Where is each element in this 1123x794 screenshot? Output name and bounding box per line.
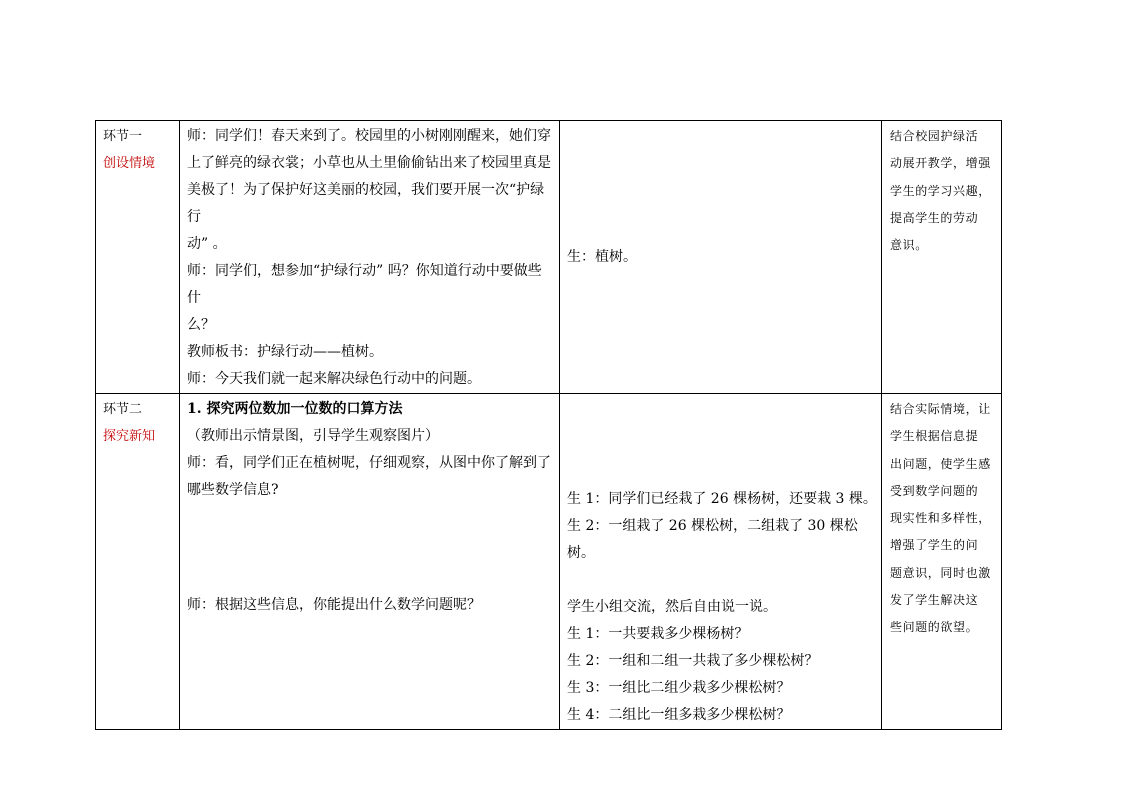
- student-line: 学生小组交流，然后自由说一说。: [567, 599, 777, 615]
- stage-number: 环节二: [103, 402, 143, 417]
- lesson-plan-table: [95, 120, 1002, 730]
- student-line: 生 1：一共要栽多少棵杨树？: [567, 626, 749, 642]
- note-line: 现实性和多样性，: [890, 511, 991, 526]
- section-row-2: [96, 394, 1002, 730]
- note-line: 学生的学习兴趣，: [890, 183, 991, 198]
- teacher-line: 师：同学们！春天来到了。校园里的小树刚刚醒来，她们穿: [187, 128, 551, 144]
- note-line: 受到数学问题的: [890, 483, 979, 498]
- note-line: 些问题的欲望。: [890, 620, 979, 635]
- teacher-line: 哪些数学信息?: [187, 482, 279, 498]
- note-line: 学生根据信息提: [890, 429, 979, 444]
- note-line: 意识。: [890, 238, 928, 253]
- note-line: 增强了学生的问: [890, 538, 979, 553]
- teacher-line: 师：今天我们就一起来解决绿色行动中的问题。: [187, 371, 481, 387]
- student-activity-cell: [560, 394, 882, 730]
- note-line: 结合实际情境，让: [890, 402, 991, 416]
- design-intent-cell: [882, 121, 1002, 394]
- student-line: 生 2：一组和二组一共栽了多少棵松树？: [567, 653, 819, 669]
- teacher-line: 动” 。: [187, 236, 227, 252]
- note-line: 提高学生的劳动: [890, 210, 979, 225]
- student-line: 生 2：一组栽了 26 棵松树，二组栽了 30 棵松树。: [567, 518, 858, 561]
- stage-cell: [96, 394, 180, 730]
- teacher-line: 师：看，同学们正在植树呢，仔细观察，从图中你了解到了: [187, 455, 551, 471]
- section-row-1: [96, 121, 1002, 394]
- teacher-line: 美极了！为了保护好这美丽的校园，我们要开展一次“护绿行: [187, 182, 545, 225]
- student-line: 生 3：一组比二组少栽多少棵松树？: [567, 680, 791, 696]
- teacher-line: 教师板书：护绿行动——植树。: [187, 344, 383, 360]
- teacher-activity-cell: [180, 121, 560, 394]
- student-line: 生 4：二组比一组多栽多少棵松树？: [567, 707, 791, 723]
- note-line: 题意识，同时也激: [890, 565, 991, 580]
- stage-name: 探究新知: [103, 429, 156, 444]
- note-line: 出问题，使学生感: [890, 456, 991, 471]
- note-line: 动展开教学，增强: [890, 156, 991, 171]
- stage-number: 环节一: [103, 129, 143, 144]
- student-activity-cell: [560, 121, 882, 394]
- teacher-activity-cell: [180, 394, 560, 730]
- teacher-line: 师：同学们，想参加“护绿行动” 吗？你知道行动中要做些什: [187, 263, 542, 306]
- stage-name: 创设情境: [103, 156, 156, 171]
- note-line: 结合校园护绿活: [890, 129, 979, 143]
- student-line: 生：植树。: [567, 248, 637, 265]
- teacher-line: 师：根据这些信息，你能提出什么数学问题呢？: [187, 597, 481, 613]
- activity-heading: 1. 探究两位数加一位数的口算方法: [187, 401, 403, 417]
- student-line: 生 1：同学们已经栽了 26 棵杨树，还要栽 3 棵。: [567, 491, 877, 507]
- note-line: 发了学生解决这: [890, 593, 979, 608]
- teacher-line: 么？: [187, 317, 215, 333]
- stage-cell: [96, 121, 180, 394]
- teacher-line: 上了鲜亮的绿衣裳；小草也从土里偷偷钻出来了校园里真是: [187, 155, 551, 171]
- design-intent-cell: [882, 394, 1002, 730]
- teacher-line: （教师出示情景图，引导学生观察图片）: [187, 428, 439, 444]
